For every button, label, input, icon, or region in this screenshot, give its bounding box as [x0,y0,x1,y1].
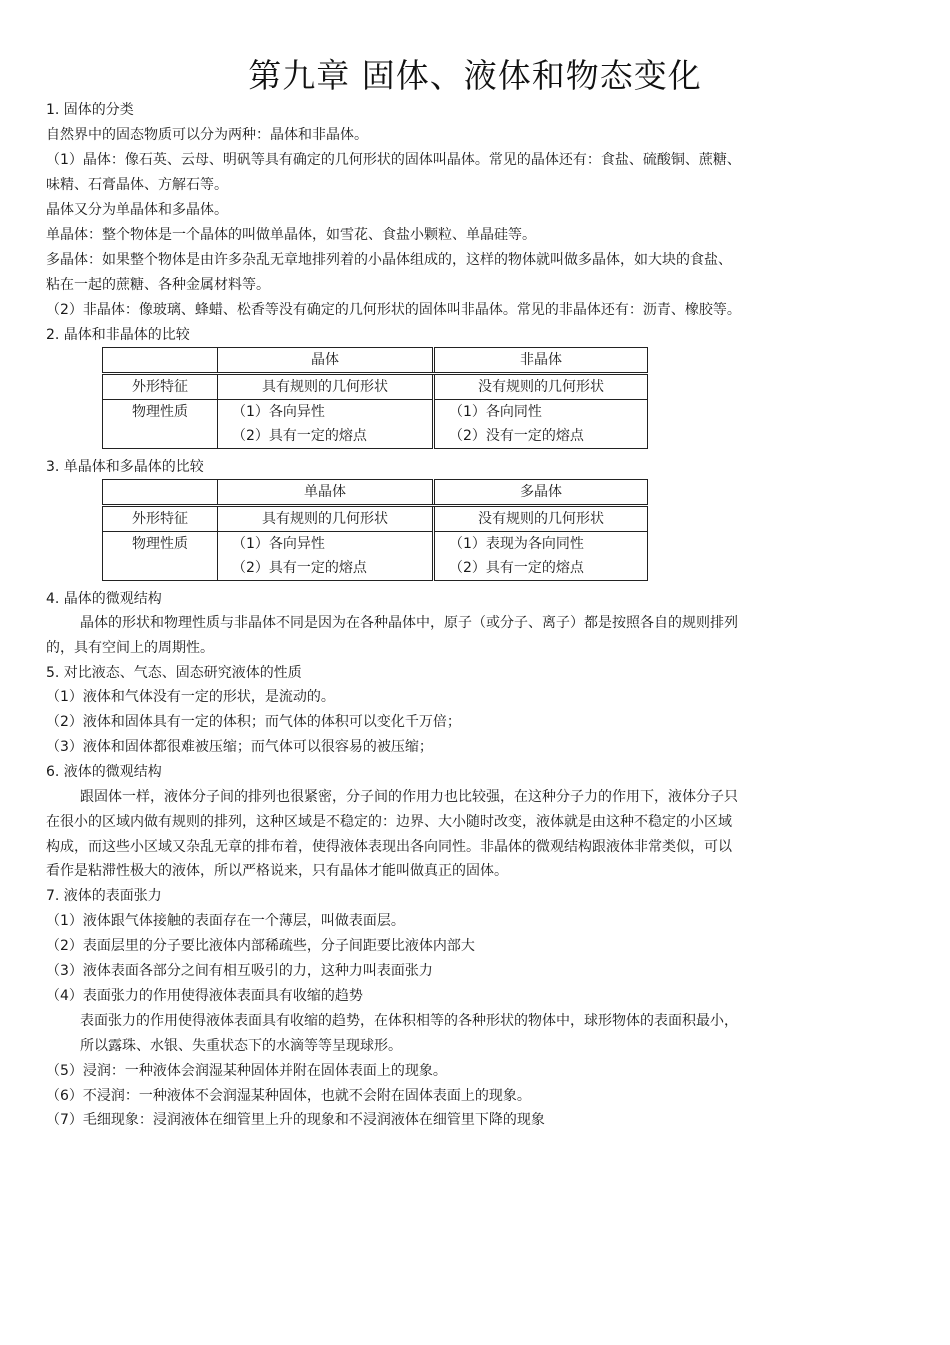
table-row [103,400,648,449]
table-row-label: 物理性质 [103,400,218,449]
paragraph-line: 构成，而这些小区域又杂乱无章的排布着，使得液体表现出各向同性。非晶体的微观结构跟液体非常类似，可以 [46,839,732,855]
table-corner-cell [103,480,218,506]
table-cell-line: （2）具有一定的熔点 [232,560,367,576]
paragraph-line: （7）毛细现象：浸润液体在细管里上升的现象和不浸润液体在细管里下降的现象 [46,1112,545,1128]
paragraph-line: （3）液体表面各部分之间有相互吸引的力，这种力叫表面张力 [46,963,433,979]
paragraph-line: （3）液体和固体都很难被压缩；而气体可以很容易的被压缩； [46,739,433,755]
table-header-row [103,348,648,374]
paragraph-line: 味精、石膏晶体、方解石等。 [46,177,228,193]
section-3-heading: 3. 单晶体和多晶体的比较 [46,459,204,475]
paragraph-line: （2）液体和固体具有一定的体积；而气体的体积可以变化千万倍； [46,714,461,730]
paragraph-line: 自然界中的固态物质可以分为两种：晶体和非晶体。 [46,127,368,143]
paragraph-line: （1）液体和气体没有一定的形状，是流动的。 [46,689,335,705]
table-cell [218,400,434,449]
paragraph-line: （2）非晶体：像玻璃、蜂蜡、松香等没有确定的几何形状的固体叫非晶体。常见的非晶体还有：沥青、橡胶等。 [46,302,741,318]
table-header-cell: 晶体 [218,348,434,374]
paragraph-line: 看作是粘滞性极大的液体，所以严格说来，只有晶体才能叫做真正的固体。 [46,863,508,879]
table-header-cell: 多晶体 [434,480,648,506]
table-cell-line: （1）各向异性 [232,404,325,420]
crystal-amorphous-table [102,347,648,449]
page-title: 第九章 固体、液体和物态变化 [248,56,702,95]
paragraph-line: 单晶体：整个物体是一个晶体的叫做单晶体，如雪花、食盐小颗粒、单晶硅等。 [46,227,536,243]
table-cell: 没有规则的几何形状 [434,374,648,400]
table-row [103,506,648,532]
paragraph-line: 粘在一起的蔗糖、各种金属材料等。 [46,277,270,293]
section-1-heading: 1. 固体的分类 [46,102,134,118]
table-cell-line: （2）没有一定的熔点 [449,428,584,444]
paragraph-line: （6）不浸润：一种液体不会润湿某种固体，也就不会附在固体表面上的现象。 [46,1088,531,1104]
table-header-row [103,480,648,506]
paragraph-line: （1）液体跟气体接触的表面存在一个薄层，叫做表面层。 [46,913,405,929]
section-7-heading: 7. 液体的表面张力 [46,888,162,904]
paragraph-line: 表面张力的作用使得液体表面具有收缩的趋势，在体积相等的各种形状的物体中，球形物体的表面积最小， [80,1013,738,1029]
paragraph-line: 多晶体：如果整个物体是由许多杂乱无章地排列着的小晶体组成的，这样的物体就叫做多晶体，如大块的食盐、 [46,252,732,268]
table-cell-line: （1）表现为各向同性 [449,536,584,552]
table-cell [434,532,648,581]
single-poly-crystal-table [102,479,648,581]
paragraph-line: 所以露珠、水银、失重状态下的水滴等等呈现球形。 [80,1038,402,1054]
paragraph-line: 在很小的区域内做有规则的排列，这种区域是不稳定的：边界、大小随时改变，液体就是由这种不稳定的小区域 [46,814,732,830]
paragraph-line: （1）晶体：像石英、云母、明矾等具有确定的几何形状的固体叫晶体。常见的晶体还有：食盐、硫酸铜、蔗糖、 [46,152,741,168]
table-cell: 具有规则的几何形状 [218,506,434,532]
table-cell-line: （1）各向同性 [449,404,542,420]
paragraph-line: 晶体的形状和物理性质与非晶体不同是因为在各种晶体中，原子（或分子、离子）都是按照各自的规则排列 [80,615,738,631]
table-row [103,374,648,400]
section-5-heading: 5. 对比液态、气态、固态研究液体的性质 [46,665,302,681]
table-corner-cell [103,348,218,374]
table-cell-line: （2）具有一定的熔点 [232,428,367,444]
section-4-heading: 4. 晶体的微观结构 [46,591,162,607]
paragraph-line: （5）浸润：一种液体会润湿某种固体并附在固体表面上的现象。 [46,1063,447,1079]
paragraph-line: 晶体又分为单晶体和多晶体。 [46,202,228,218]
section-2-heading: 2. 晶体和非晶体的比较 [46,327,190,343]
table-cell-line: （2）具有一定的熔点 [449,560,584,576]
paragraph-line: 跟固体一样，液体分子间的排列也很紧密，分子间的作用力也比较强，在这种分子力的作用下，液体分子只 [80,789,738,805]
paragraph-line: （2）表面层里的分子要比液体内部稀疏些，分子间距要比液体内部大 [46,938,475,954]
table-row-label: 物理性质 [103,532,218,581]
table-cell-line: （1）各向异性 [232,536,325,552]
table-row [103,532,648,581]
table-cell: 没有规则的几何形状 [434,506,648,532]
table-header-cell: 单晶体 [218,480,434,506]
paragraph-line: （4）表面张力的作用使得液体表面具有收缩的趋势 [46,988,363,1004]
table-header-cell: 非晶体 [434,348,648,374]
table-row-label: 外形特征 [103,506,218,532]
paragraph-line: 的，具有空间上的周期性。 [46,640,214,656]
table-cell: 具有规则的几何形状 [218,374,434,400]
table-row-label: 外形特征 [103,374,218,400]
section-6-heading: 6. 液体的微观结构 [46,764,162,780]
table-cell [218,532,434,581]
table-cell [434,400,648,449]
